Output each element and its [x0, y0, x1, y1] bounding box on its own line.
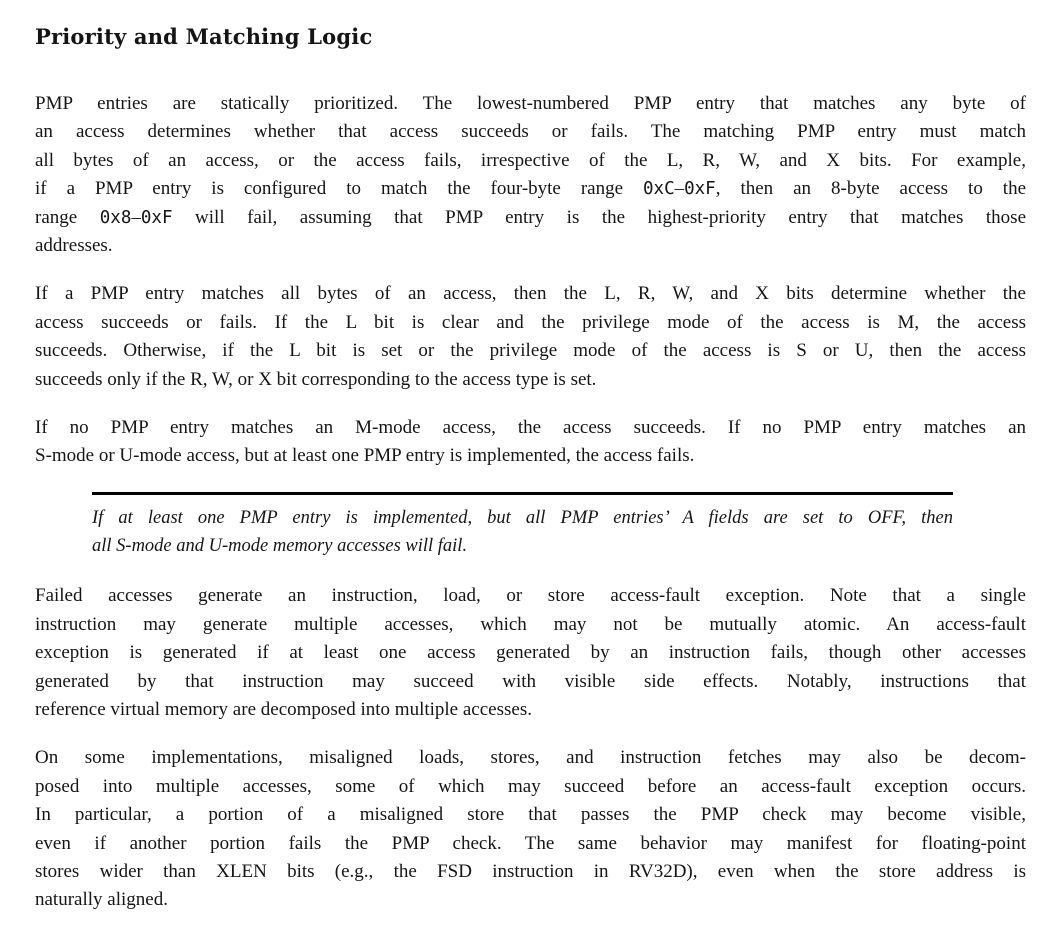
note-top-rule — [92, 492, 953, 495]
text-line: reference virtual memory are decomposed into multiple accesses. — [35, 698, 532, 720]
paragraph — [35, 280, 1026, 394]
text-line: Failed accesses generate an instruction, load, or store access-fault exception. Note that a single — [35, 585, 1026, 607]
text-line: If a PMP entry matches all bytes of an access, then the L, R, W, and X bits determine whether the — [35, 283, 1026, 305]
section-heading: Priority and Matching Logic — [35, 24, 373, 49]
text-line: stores wider than XLEN bits (e.g., the FSD instruction in RV32D), even when the store address is — [35, 860, 1026, 882]
paragraph — [35, 90, 1026, 260]
text-line: exception is generated if at least one access generated by an instruction fails, though other accesses — [35, 642, 1026, 664]
text-line: S-mode or U-mode access, but at least one PMP entry is implemented, the access fails. — [35, 445, 695, 467]
text-line: succeeds only if the R, W, or X bit corresponding to the access type is set. — [35, 368, 597, 390]
inline-code: 0xF — [140, 207, 173, 228]
text-line: posed into multiple accesses, some of which may succeed before an access-fault exception occurs. — [35, 775, 1026, 797]
text-line: If no PMP entry matches an M-mode access, the access succeeds. If no PMP entry matches an — [35, 417, 1026, 439]
document-content — [35, 90, 1026, 915]
text-line: access succeeds or fails. If the L bit is clear and the privilege mode of the access is M, the access — [35, 311, 1026, 333]
paragraph — [35, 414, 1026, 471]
text-line: even if another portion fails the PMP check. The same behavior may manifest for floating-point — [35, 832, 1026, 854]
text-line: generated by that instruction may succeed with visible side effects. Notably, instructions that — [35, 670, 1026, 692]
text-line: instruction may generate multiple accesses, which may not be mutually atomic. An access-fault — [35, 613, 1026, 635]
text-line: In particular, a portion of a misaligned store that passes the PMP check may become visible, — [35, 804, 1026, 826]
paragraph — [35, 582, 1026, 724]
text-line: If at least one PMP entry is implemented, but all PMP entries’ A fields are set to OFF, then — [92, 507, 953, 528]
text-line: On some implementations, misaligned loads, stores, and instruction fetches may also be decom- — [35, 747, 1026, 769]
text-line: all bytes of an access, or the access fails, irrespective of the L, R, W, and X bits. For example, — [35, 149, 1026, 171]
text-line: all S-mode and U-mode memory accesses will fail. — [92, 536, 468, 557]
text-line: an access determines whether that access succeeds or fails. The matching PMP entry must match — [35, 121, 1026, 143]
text-line: if a PMP entry is configured to match the four-byte range 0xC–0xF, then an 8-byte access to the — [35, 178, 1026, 200]
inline-code: 0x8 — [99, 207, 132, 228]
text-line: addresses. — [35, 235, 113, 257]
text-line: succeeds. Otherwise, if the L bit is set or the privilege mode of the access is S or U, then the access — [35, 340, 1026, 362]
inline-code: 0xF — [684, 179, 716, 200]
text-line: PMP entries are statically prioritized. The lowest-numbered PMP entry that matches any byte of — [35, 93, 1026, 114]
inline-code: 0xC — [643, 179, 675, 200]
paragraph — [35, 744, 1026, 914]
note-block — [92, 492, 953, 560]
text-line: naturally aligned. — [35, 889, 168, 911]
text-line: range 0x8–0xF will fail, assuming that PMP entry is the highest-priority entry that matches those — [35, 206, 1026, 228]
